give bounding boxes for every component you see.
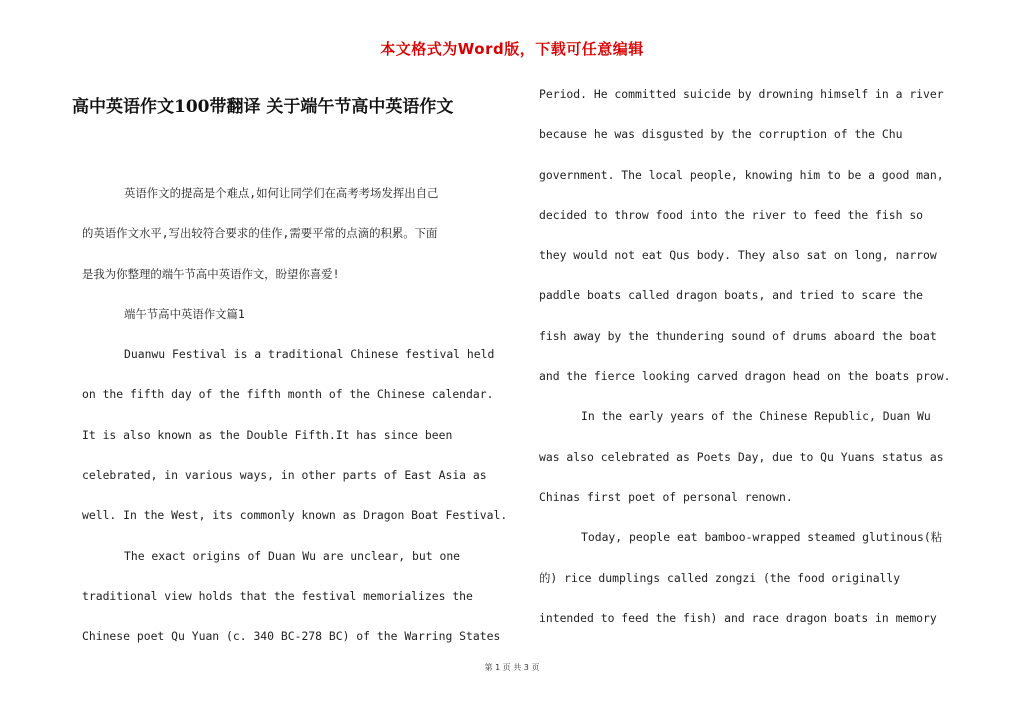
left-column-text-line: celebrated, in various ways, in other parts of East Asia as bbox=[82, 468, 487, 483]
right-column-text-line: was also celebrated as Poets Day, due to Qu Yuans status as bbox=[539, 449, 944, 464]
left-column-text-line: 是我为你整理的端午节高中英语作文，盼望你喜爱! bbox=[82, 266, 340, 281]
right-column-text-line: Today, people eat bamboo-wrapped steamed glutinous(粘 bbox=[581, 530, 943, 545]
left-column-text-line: It is also known as the Double Fifth.It has since been bbox=[82, 427, 453, 442]
right-column-text-line: government. The local people, knowing him to be a good man, bbox=[539, 167, 944, 182]
right-column-text-line: fish away by the thundering sound of drums aboard the boat bbox=[539, 328, 937, 343]
left-column-text-line: Duanwu Festival is a traditional Chinese festival held bbox=[124, 347, 495, 362]
left-column-text-line: 端午节高中英语作文篇1 bbox=[124, 306, 245, 321]
right-column-text-line: Chinas first poet of personal renown. bbox=[539, 489, 793, 504]
left-column-text-line: well. In the West, its commonly known as Dragon Boat Festival. bbox=[82, 508, 508, 523]
left-column-text-line: 英语作文的提高是个难点,如何让同学们在高考考场发挥出自己 bbox=[124, 186, 439, 200]
right-column-text-line: and the fierce looking carved dragon head on the boats prow. bbox=[539, 369, 951, 384]
right-column-text-line: intended to feed the fish) and race dragon boats in memory bbox=[539, 610, 937, 625]
right-column-text-line: In the early years of the Chinese Republic, Duan Wu bbox=[581, 409, 931, 424]
right-column bbox=[539, 74, 979, 638]
left-column-text-line: 的英语作文水平,写出较符合要求的佳作,需要平常的点滴的积累。下面 bbox=[82, 226, 438, 241]
word-format-banner: 本文格式为Word版，下载可任意编辑 bbox=[380, 40, 644, 58]
page-number: 第 1 页 共 3 页 bbox=[484, 663, 540, 672]
left-column-text-line: Chinese poet Qu Yuan (c. 340 BC-278 BC) of the Warring States bbox=[82, 629, 501, 644]
right-column-text-line: 的) rice dumplings called zongzi (the food originally bbox=[539, 570, 901, 585]
left-column-text-line: on the fifth day of the fifth month of the Chinese calendar. bbox=[82, 387, 494, 402]
right-column-text-line: paddle boats called dragon boats, and tried to scare the bbox=[539, 288, 924, 303]
left-column-text-line: The exact origins of Duan Wu are unclear, but one bbox=[124, 548, 461, 563]
left-column bbox=[82, 173, 522, 657]
document-title: 高中英语作文100带翻译 关于端午节高中英语作文 bbox=[72, 97, 454, 117]
left-column-text-line: traditional view holds that the festival memorializes the bbox=[82, 588, 473, 603]
right-column-text-line: Period. He committed suicide by drowning himself in a river bbox=[539, 87, 944, 101]
right-column-text-line: because he was disgusted by the corruption of the Chu bbox=[539, 127, 903, 142]
right-column-text-line: they would not eat Qus body. They also sat on long, narrow bbox=[539, 248, 937, 263]
right-column-text-line: decided to throw food into the river to feed the fish so bbox=[539, 207, 924, 222]
